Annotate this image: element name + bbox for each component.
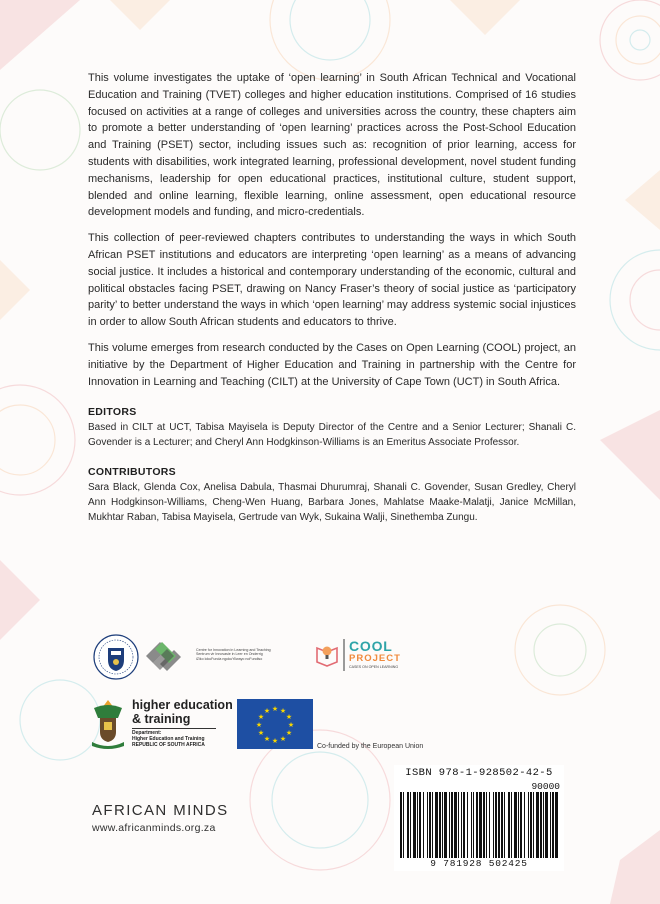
- dhet-title-line1: higher education: [132, 698, 233, 712]
- barcode-bar: [518, 792, 519, 858]
- isbn-label: ISBN 978-1-928502-42-5: [405, 767, 553, 779]
- barcode-bar: [486, 792, 487, 858]
- svg-text:★: ★: [257, 713, 265, 721]
- svg-text:★: ★: [263, 707, 271, 715]
- svg-text:★: ★: [285, 713, 293, 721]
- barcode-bar: [540, 792, 542, 858]
- price-code: 90000: [531, 781, 560, 792]
- dhet-title-line2: & training: [132, 712, 191, 726]
- svg-text:★: ★: [263, 735, 271, 743]
- cilt-logo: [142, 635, 302, 677]
- barcode-bar: [407, 792, 409, 858]
- barcode-bar: [552, 792, 554, 858]
- contributors-text: Sara Black, Glenda Cox, Anelisa Dabula, Thasmai Dhurumraj, Shanali C. Govender, Susan Gredley, Cheryl Ann Hodgkinson-Williams, Cheng-Wen Huang, Barbara Jones, Mahlatse Maake-Malatji, Janice McMillan, Mukhtar Raban, Tabisa Mayisela, Gertrude van Wyk, Sukaina Walji, Sinethemba Zungu.: [88, 482, 576, 524]
- editors-text: Based in CILT at UCT, Tabisa Mayisela is Deputy Director of the Centre and a Senior Lecturer; Shanali C. Govender is a Lecturer; and Cheryl Ann Hodgkinson-Williams is an Emeritus Associate Professor.: [88, 422, 576, 449]
- editors-heading: EDITORS: [88, 406, 137, 419]
- svg-text:★: ★: [255, 721, 263, 729]
- barcode-bar: [461, 792, 462, 858]
- barcode-bar: [524, 792, 525, 858]
- coat-of-arms-icon: [88, 698, 128, 750]
- publisher-url[interactable]: www.africanminds.org.za: [92, 822, 216, 834]
- eu-flag: [237, 699, 313, 749]
- barcode-bar: [432, 792, 433, 858]
- dhet-logo: [88, 695, 233, 753]
- barcode-bar: [413, 792, 416, 858]
- barcode-bar: [479, 792, 482, 858]
- barcode-bar: [427, 792, 428, 858]
- barcode-bar: [473, 792, 474, 858]
- barcode-bar: [444, 792, 447, 858]
- barcode-bar: [442, 792, 443, 858]
- barcode-bar: [423, 792, 424, 858]
- cool-project-word: PROJECT: [349, 653, 401, 664]
- barcode-bar: [403, 792, 404, 858]
- cool-project-logo: [315, 638, 405, 674]
- barcode-bar: [533, 792, 534, 858]
- barcode-bar: [489, 792, 490, 858]
- blurb-paragraph-2: This collection of peer-reviewed chapters contributes to understanding the ways in which South African PSET institutions and educators are interpreting ‘open learning’ as a means of advancing social justice. It includes a historical and contemporary understanding of the economic, cultural and political obstacles facing PSET, drawing on Nancy Fraser’s theory of social justice as ‘participatory parity’ to better understand the ways in which ‘open learning’ may address systemic social injustices in order to allow South African students and educators to thrive.: [88, 232, 576, 329]
- cool-tagline: CASES ON OPEN LEARNING: [349, 665, 399, 669]
- barcode-bar: [410, 792, 411, 858]
- cilt-name-afrikaans: Sentrum vir Innovasie in Leer en Onderrig: [196, 652, 263, 657]
- barcode-bar: [467, 792, 468, 858]
- blurb-paragraph-3: This volume emerges from research conducted by the Cases on Open Learning (COOL) project, an initiative by the Department of Higher Education and Training in partnership with the Centre for Innovation in Learning and Teaching (CILT) at the University of Cape Town (UCT) in South Africa.: [88, 341, 576, 388]
- barcode-bar: [504, 792, 505, 858]
- barcode-bar: [495, 792, 497, 858]
- barcode-bar: [536, 792, 539, 858]
- barcode-bar: [543, 792, 544, 858]
- dhet-country: REPUBLIC OF SOUTH AFRICA: [132, 742, 205, 748]
- barcode-bar: [511, 792, 512, 858]
- svg-text:★: ★: [279, 707, 287, 715]
- svg-text:★: ★: [271, 705, 279, 713]
- barcode-bar: [550, 792, 551, 858]
- barcode-bar: [508, 792, 510, 858]
- barcode-bar: [458, 792, 459, 858]
- barcode-bar: [498, 792, 500, 858]
- barcode-bar: [514, 792, 517, 858]
- eu-flag-icon: [237, 699, 313, 749]
- barcode-bar: [528, 792, 529, 858]
- eu-caption: Co-funded by the European Union: [317, 743, 424, 750]
- isbn-digits: 9 781928 502425: [430, 858, 528, 869]
- barcode-bar: [429, 792, 431, 858]
- lightbulb-book-icon: [315, 642, 339, 670]
- barcode-bar: [530, 792, 532, 858]
- svg-text:★: ★: [287, 721, 295, 729]
- svg-text:★: ★: [285, 729, 293, 737]
- isbn-barcode: [394, 765, 564, 871]
- barcode-bar: [435, 792, 438, 858]
- barcode-bar: [493, 792, 494, 858]
- barcode-bar: [501, 792, 503, 858]
- barcode-bar: [483, 792, 485, 858]
- back-cover-text: [88, 70, 576, 525]
- barcode-bar: [400, 792, 402, 858]
- dhet-department-name: Higher Education and Training: [132, 736, 205, 742]
- barcode-bar: [419, 792, 421, 858]
- barcode-bar: [439, 792, 441, 858]
- uct-crest-icon: [92, 633, 140, 681]
- barcode-bar: [463, 792, 465, 858]
- dhet-department-label: Department:: [132, 730, 162, 736]
- svg-text:★: ★: [271, 737, 279, 745]
- barcode-bar: [545, 792, 548, 858]
- barcode-bar: [417, 792, 418, 858]
- barcode-bars: [398, 792, 560, 858]
- barcode-bar: [449, 792, 450, 858]
- barcode-bar: [451, 792, 453, 858]
- blurb-paragraph-1: This volume investigates the uptake of ‘open learning’ in South African Technical and Vocational Education and Training (TVET) colleges and higher education institutions. Comprised of 16 studies focused on activities at a range of colleges and universities across the country, these chapters aim to promote a better understanding of ‘open learning’ practices across the Post-School Education and Training (PSET) sector, including issues such as: recognition of prior learning, access for students with disabilities, work integrated learning, professional development, novel student funding mechanisms, leadership for open educational practices, institutional culture, student support, blended and online learning, flexible learning, online assessment, open educational resource development models and funding, and micro-credentials.: [88, 72, 576, 219]
- barcode-bar: [555, 792, 558, 858]
- svg-text:★: ★: [279, 735, 287, 743]
- uct-logo: [92, 633, 140, 681]
- publisher-name: AFRICAN MINDS: [92, 802, 229, 819]
- cool-word: COOL: [349, 638, 393, 654]
- cilt-name-xhosa: iZiko lokuFunda ngokuYilwayo noFundiso: [196, 656, 263, 661]
- cilt-name-english: Centre for Innovation in Learning and Teaching: [196, 648, 271, 652]
- barcode-bar: [471, 792, 472, 858]
- svg-text:★: ★: [257, 729, 265, 737]
- barcode-bar: [520, 792, 522, 858]
- barcode-bar: [454, 792, 457, 858]
- cilt-mark-icon: [142, 635, 188, 677]
- contributors-heading: CONTRIBUTORS: [88, 466, 176, 479]
- barcode-bar: [476, 792, 478, 858]
